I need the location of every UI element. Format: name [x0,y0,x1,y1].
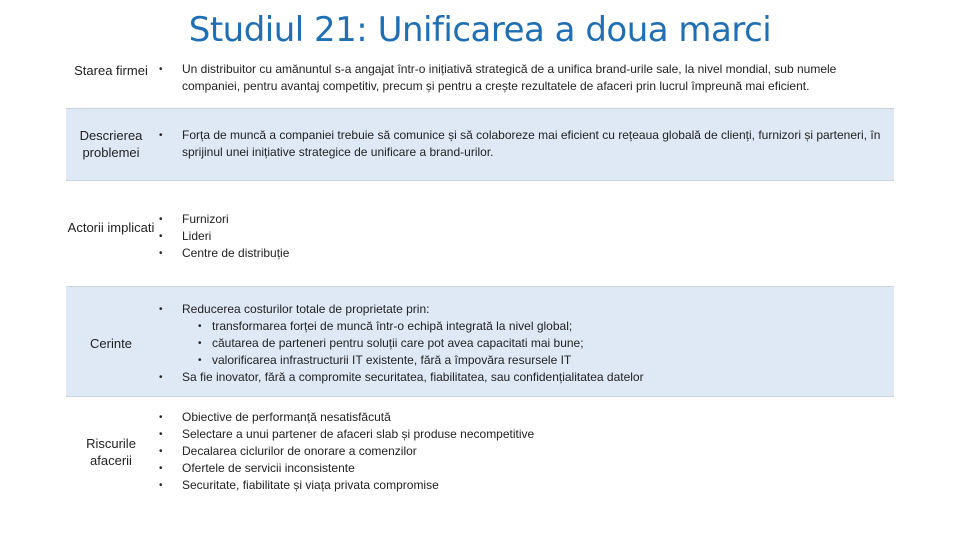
row-label: Riscurile afacerii [86,436,136,468]
row-label: Starea firmei [74,63,148,78]
list-item: • Obiective de performanță nesatisfăcută [156,409,888,426]
list-item: • Forța de muncă a companiei trebuie să comunice și să colaboreze mai eficient cu rețeaua globală de clienți, furnizori și parteneri, în sprijinul unei inițiative strategice de unificare a brand-urilor. [156,127,888,161]
row-descrierea-problemei [66,108,894,180]
row-starea-firmei [66,52,894,108]
list-item: • Un distribuitor cu amănuntul s-a angajat într-o inițiativă strategică de a unifica brand-urile sale, la nivel mondial, sub numele companiei, pentru avantaj competitiv, precum și pentru a crește rezultatele de afaceri prin lucrul împreună mai eficient. [156,61,888,95]
row-content [156,301,888,386]
row-content [156,127,888,161]
row-content [156,409,888,494]
list-item: • Reducerea costurilor totale de proprietate prin: [156,301,888,318]
list-item: • Ofertele de servicii inconsistente [156,460,888,477]
list-item: • Centre de distribuție [156,245,888,262]
list-item: • Securitate, fiabilitate și viața privata compromise [156,477,888,494]
list-item: • Sa fie inovator, fără a compromite securitatea, fiabilitatea, sau confidențialitatea datelor [156,369,888,386]
list-item: • Decalarea ciclurilor de onorare a comenzilor [156,443,888,460]
row-actorii-implicati [66,180,894,286]
row-label: Descrierea problemei [79,128,143,160]
list-item: • Selectare a unui partener de afaceri slab și produse necompetitive [156,426,888,443]
row-label: Actorii implicati [67,220,155,235]
list-item: • Furnizori [156,211,888,228]
sub-list-item: • căutarea de parteneri pentru soluții care pot avea capacitati mai bune; [156,335,888,352]
row-cerinte [66,286,894,396]
row-riscurile-afacerii [66,396,894,502]
list-item: • Lideri [156,228,888,245]
page-title: Studiul 21: Unificarea a doua marci [188,10,772,50]
row-content [156,211,888,262]
sub-list-item: • transformarea forței de muncă într-o echipă integrată la nivel global; [156,318,888,335]
row-label: Cerinte [90,336,132,351]
row-content [156,61,888,95]
case-study-table [66,52,894,502]
sub-list-item: • valorificarea infrastructurii IT existente, fără a împovăra resursele IT [156,352,888,369]
